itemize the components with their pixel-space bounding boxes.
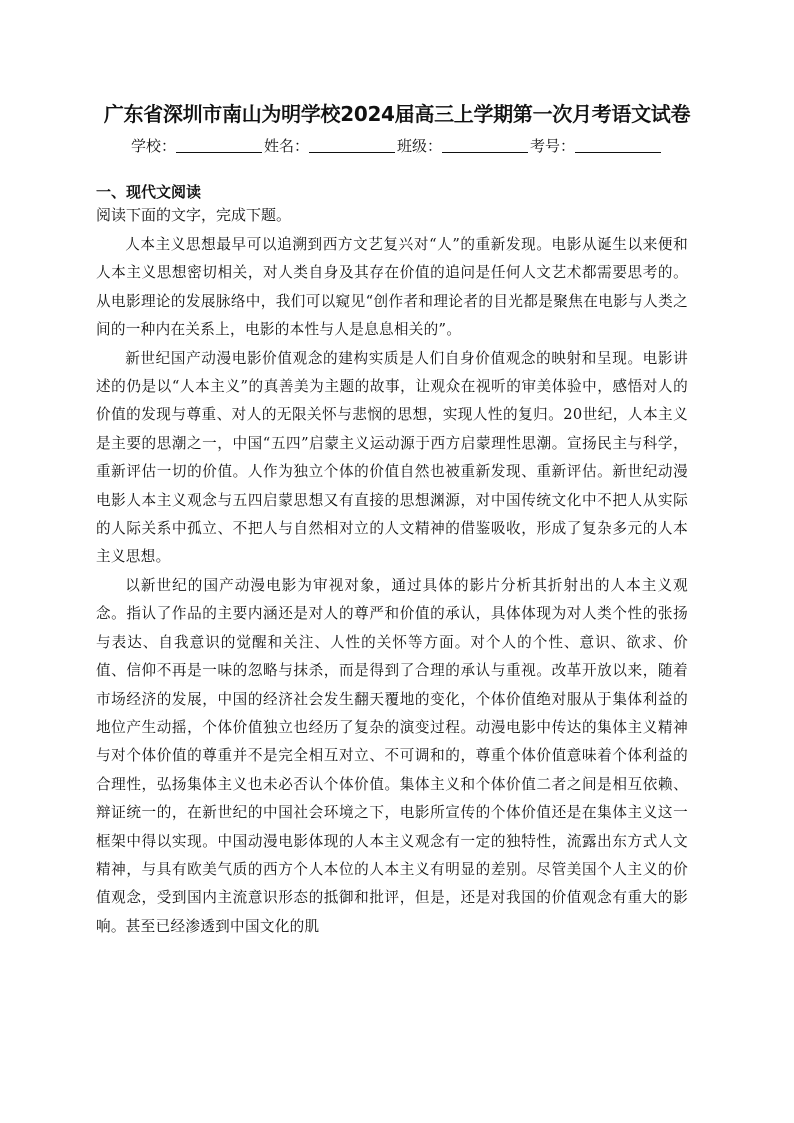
- school-blank: [176, 137, 262, 153]
- name-blank: [309, 137, 395, 153]
- school-label: 学校：: [130, 137, 176, 155]
- passage-paragraph: 以新世纪的国产动漫电影为审视对象，通过具体的影片分析其折射出的人本主义观念。指认了作品的主要内涵还是对人的尊严和价值的承认，具体体现为对人类个性的张扬与表达、自我意识的觉醒和关注、人性的关怀等方面。对个人的个性、意识、欲求、价值、信仰不再是一味的忽略与抹杀，而是得到了合理的承认与重视。改革开放以来，随着市场经济的发展，中国的经济社会发生翻天覆地的变化，个体价值绝对服从于集体利益的地位产生动摇，个体价值独立也经历了复杂的演变过程。动漫电影中传达的集体主义精神与对个体价值的尊重并不是完全相互对立、不可调和的，尊重个体价值意味着个体利益的合理性，弘扬集体主义也未必否认个体价值。集体主义和个体价值二者之间是相互依赖、辩证统一的，在新世纪的中国社会环境之下，电影所宣传的个体价值还是在集体主义这一框架中得以实现。中国动漫电影体现的人本主义观念有一定的独特性，流露出东方式人文精神，与具有欧美气质的西方个人本位的人本主义有明显的差别。尽管美国个人主义的价值观念，受到国内主流意识形态的抵御和批评，但是，还是对我国的价值观念有重大的影响。甚至已经渗透到中国文化的肌: [96, 576, 688, 935]
- passage-paragraph: 新世纪国产动漫电影价值观念的建构实质是人们自身价值观念的映射和呈现。电影讲述的仍是以“人本主义”的真善美为主题的故事，让观众在视听的审美体验中，感悟对人的价值的发现与尊重、对人的无限关怀与悲悯的思想，实现人性的复归。20世纪，人本主义是主要的思潮之一，中国“五四”启蒙主义运动源于西方启蒙理性思潮。宣扬民主与科学，重新评估一切的价值。人作为独立个体的价值自然也被重新发现、重新评估。新世纪动漫电影人本主义观念与五四启蒙思想又有直接的思想渊源，对中国传统文化中不把人从实际的人际关系中孤立、不把人与自然相对立的人文精神的借鉴吸收，形成了复杂多元的人本主义思想。: [96, 349, 688, 566]
- student-info-line: [0, 134, 794, 158]
- reading-instruction: 阅读下面的文字，完成下题。: [96, 206, 292, 224]
- class-blank: [442, 137, 528, 153]
- section-heading: 一、现代文阅读: [96, 183, 202, 201]
- exam-number-blank: [575, 137, 661, 153]
- exam-number-label: 考号：: [530, 137, 576, 155]
- passage-paragraph: 人本主义思想最早可以追溯到西方文艺复兴对“人”的重新发现。电影从诞生以来便和人本主义思想密切相关，对人类自身及其存在价值的追问是任何人文艺术都需要思考的。从电影理论的发展脉络中，我们可以窥见“创作者和理论者的目光都是聚焦在电影与人类之间的一种内在关系上，电影的本性与人是息息相关的”。: [96, 236, 688, 339]
- document-title: 广东省深圳市南山为明学校2024届高三上学期第一次月考语文试卷: [103, 102, 691, 126]
- class-label: 班级：: [397, 137, 443, 155]
- reading-passage: [96, 231, 688, 941]
- name-label: 姓名：: [263, 137, 309, 155]
